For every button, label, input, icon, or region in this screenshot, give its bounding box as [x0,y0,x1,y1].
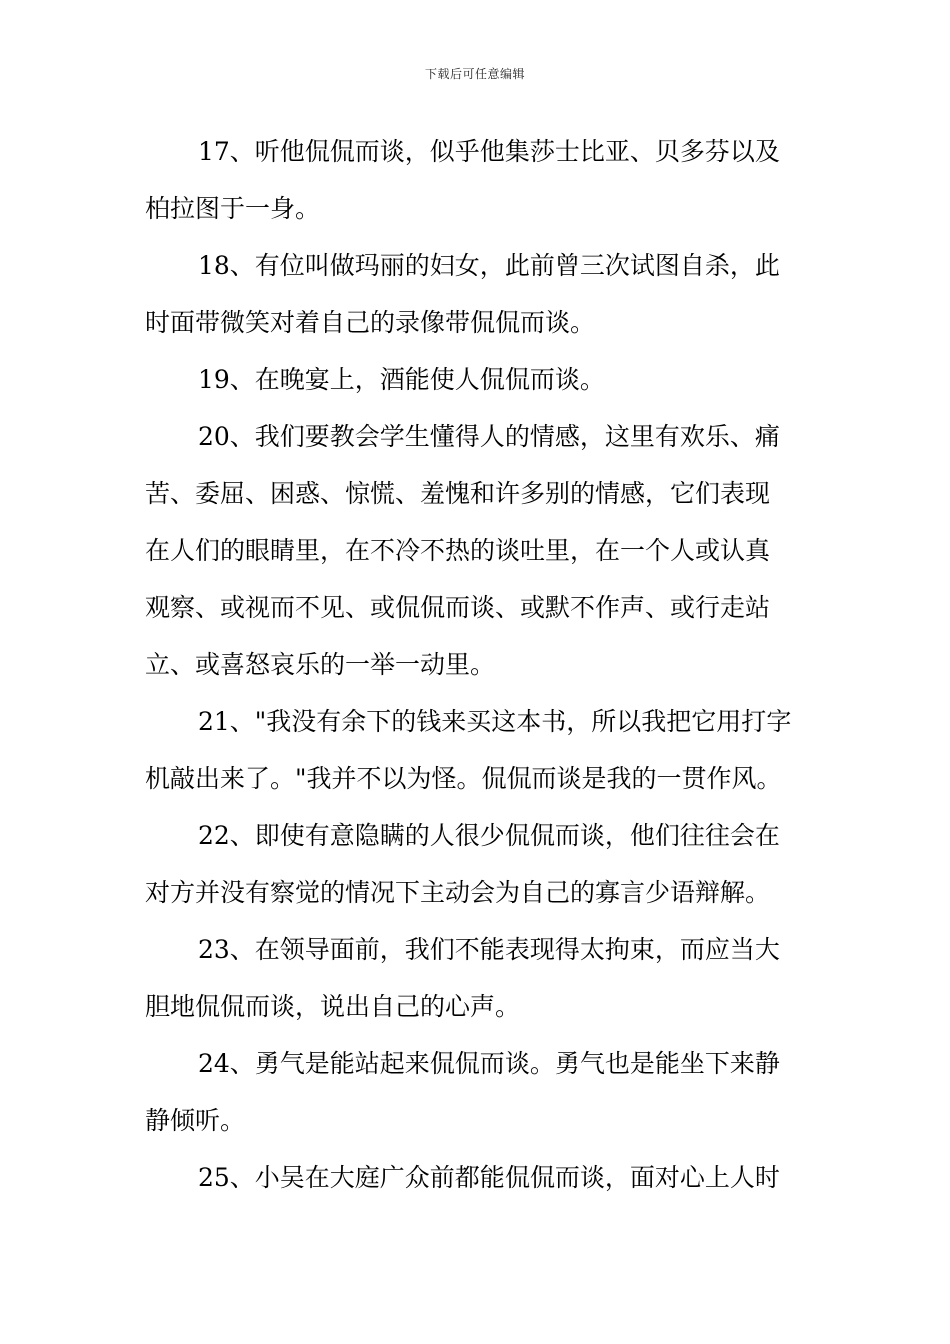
paragraph-21-line-1: 21、"我没有余下的钱来买这本书，所以我把它用打字 [198,707,792,736]
paragraph-23-line-2: 胆地侃侃而谈，说出自己的心声。 [145,992,521,1021]
paragraph-20-line-2: 苦、委屈、困惑、惊慌、羞愧和许多别的情感，它们表现 [145,479,771,508]
paragraph-20-line-3: 在人们的眼睛里，在不冷不热的谈吐里，在一个人或认真 [145,536,771,565]
paragraph-22-line-2: 对方并没有察觉的情况下主动会为自己的寡言少语辩解。 [145,878,771,907]
paragraph-20-line-5: 立、或喜怒哀乐的一举一动里。 [145,650,496,679]
paragraph-20-line-4: 观察、或视而不见、或侃侃而谈、或默不作声、或行走站 [145,593,771,622]
page-header: 下载后可任意编辑 [424,67,525,81]
paragraph-22-line-1: 22、即使有意隐瞒的人很少侃侃而谈，他们往往会在 [198,821,780,850]
paragraph-25-line-1: 25、小吴在大庭广众前都能侃侃而谈，面对心上人时 [198,1163,780,1192]
paragraph-23-line-1: 23、在领导面前，我们不能表现得太拘束，而应当大 [198,935,780,964]
paragraph-19-line-1: 19、在晚宴上，酒能使人侃侃而谈。 [198,365,605,394]
paragraph-18-line-2: 时面带微笑对着自己的录像带侃侃而谈。 [145,308,596,337]
paragraph-17-line-1: 17、听他侃侃而谈，似乎他集莎士比亚、贝多芬以及 [198,137,780,166]
paragraph-21-line-2: 机敲出来了。"我并不以为怪。侃侃而谈是我的一贯作风。 [145,764,782,793]
paragraph-24-line-2: 静倾听。 [145,1106,246,1135]
paragraph-24-line-1: 24、勇气是能站起来侃侃而谈。勇气也是能坐下来静 [198,1049,780,1078]
paragraph-18-line-1: 18、有位叫做玛丽的妇女，此前曾三次试图自杀，此 [198,251,780,280]
paragraph-17-line-2: 柏拉图于一身。 [145,194,321,223]
paragraph-20-line-1: 20、我们要教会学生懂得人的情感，这里有欢乐、痛 [198,422,780,451]
